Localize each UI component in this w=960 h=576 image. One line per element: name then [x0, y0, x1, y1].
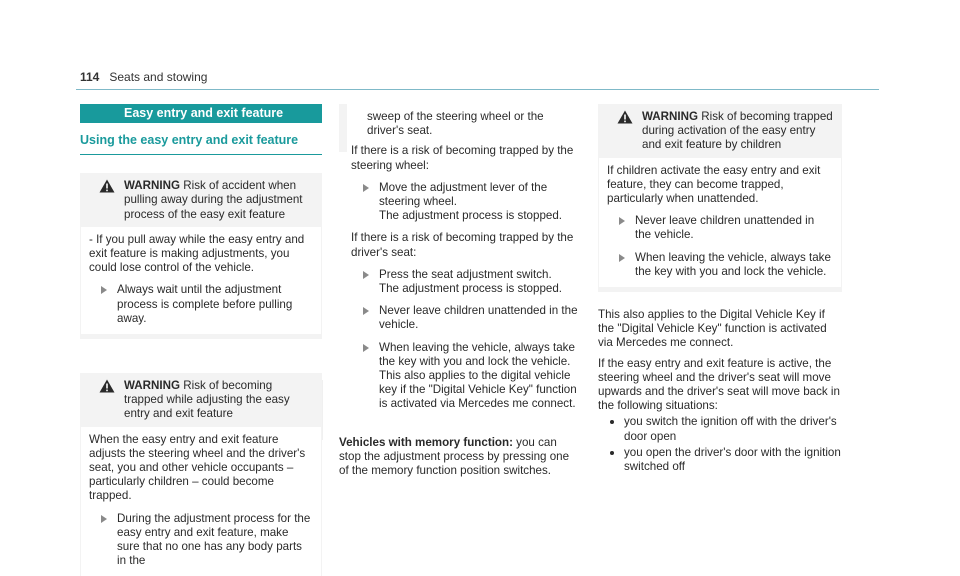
warning-header	[80, 173, 322, 227]
instruction-step	[89, 512, 313, 569]
warning-text: When the easy entry and exit feature adjusts the steering wheel and the driver's seat, you and other vehicle occupants – particularly children – could become trapped.	[89, 432, 306, 503]
list-item	[598, 415, 842, 443]
instruction-step	[89, 283, 313, 326]
instruction-step	[607, 214, 833, 242]
arrow-icon	[619, 254, 625, 262]
instruction-step	[351, 181, 579, 224]
header-divider	[76, 89, 879, 90]
step-result: The adjustment process is stopped.	[379, 209, 563, 223]
column-divider	[322, 380, 323, 440]
step-text: Never leave children unattended in the vehicle.	[379, 304, 578, 332]
step-text: Move the adjustment lever of the steering wheel.	[379, 180, 548, 209]
arrow-icon	[101, 515, 107, 523]
warning-text: If children activate the easy entry and exit feature, they can become trapped, particularly when unattended.	[607, 163, 821, 206]
arrow-icon	[363, 271, 369, 279]
warning-body	[598, 158, 842, 287]
warning-continuation	[347, 104, 579, 138]
arrow-icon	[363, 344, 369, 352]
arrow-icon	[101, 286, 107, 294]
step-text: Always wait until the adjustment process is complete before pulling away.	[117, 283, 293, 325]
warning-label: WARNING	[124, 179, 181, 193]
step-note: This also applies to the digital vehicle key if the "Digital Vehicle Key" function is activated via Mercedes me connect.	[379, 369, 577, 411]
instruction-step	[607, 251, 833, 279]
warning-body	[80, 227, 322, 334]
warning-triangle-icon	[99, 179, 115, 193]
column-3	[598, 104, 842, 474]
arrow-icon	[619, 217, 625, 225]
step-result: The adjustment process is stopped.	[379, 282, 563, 296]
warning-footer	[80, 334, 322, 339]
list-item-text: you open the driver's door with the ignition switched off	[624, 445, 841, 474]
instruction-step	[351, 341, 579, 412]
warning-title: Risk of becoming trapped while adjusting the easy entry and exit feature	[124, 379, 290, 421]
section-bar: Easy entry and exit feature	[80, 104, 322, 123]
warning-box	[80, 173, 322, 339]
page-number: 114	[80, 70, 100, 84]
memory-label: Vehicles with memory function:	[339, 435, 513, 449]
warning-box	[598, 104, 842, 292]
bullet-icon	[610, 451, 614, 455]
list-item-text: you switch the ignition off with the driver's door open	[624, 415, 837, 443]
warning-label: WARNING	[642, 110, 699, 123]
warning-body	[80, 427, 322, 576]
instruction-step	[351, 304, 579, 332]
bullet-icon	[610, 420, 614, 424]
arrow-icon	[363, 307, 369, 315]
warning-text: - If you pull away while the easy entry and exit feature is making adjustments, you could lose control of the vehicle.	[89, 232, 305, 275]
warning-title: Risk of accident when pulling away during the adjustment process of the easy exit feature	[124, 179, 303, 221]
arrow-icon	[363, 184, 369, 192]
step-text: During the adjustment process for the easy entry and exit feature, make sure that no one has any body parts in the	[117, 511, 311, 568]
warning-header	[80, 373, 322, 427]
warning-title: Risk of becoming trapped during activation of the easy entry and exit feature by children	[642, 110, 833, 152]
step-text: Press the seat adjustment switch.	[379, 267, 552, 281]
paragraph: If there is a risk of becoming trapped by the steering wheel:	[351, 144, 574, 172]
warning-triangle-icon	[99, 379, 115, 393]
warning-continued-body	[347, 144, 579, 411]
memory-paragraph	[339, 436, 579, 479]
step-text: When leaving the vehicle, always take the key with you and lock the vehicle.	[379, 340, 575, 368]
warning-triangle-icon	[617, 110, 633, 124]
paragraph: If there is a risk of becoming trapped by the driver's seat:	[351, 231, 574, 259]
section-title: Seats and stowing	[109, 70, 208, 84]
continuation-text: sweep of the steering wheel or the driver's seat.	[367, 110, 544, 138]
column-2	[339, 104, 579, 478]
paragraph: This also applies to the Digital Vehicle Key if the "Digital Vehicle Key" function is activated via Mercedes me connect.	[598, 308, 827, 350]
step-text: Never leave children unattended in the vehicle.	[635, 214, 815, 242]
paragraph: If the easy entry and exit feature is active, the steering wheel and the driver's seat will move upwards and the driver's seat will move back in the following situations:	[598, 356, 840, 413]
warning-header	[598, 104, 842, 158]
step-text: When leaving the vehicle, always take the key with you and lock the vehicle.	[635, 250, 831, 278]
column-1	[80, 104, 322, 576]
subheading: Using the easy entry and exit feature	[80, 133, 322, 155]
warning-label: WARNING	[124, 379, 181, 393]
memory-text: you can stop the adjustment process by pressing one of the memory function position switches.	[339, 435, 570, 478]
warning-box	[80, 373, 322, 576]
page-header	[80, 70, 207, 84]
warning-footer	[598, 287, 842, 292]
instruction-step	[351, 268, 579, 296]
list-item	[598, 446, 842, 474]
